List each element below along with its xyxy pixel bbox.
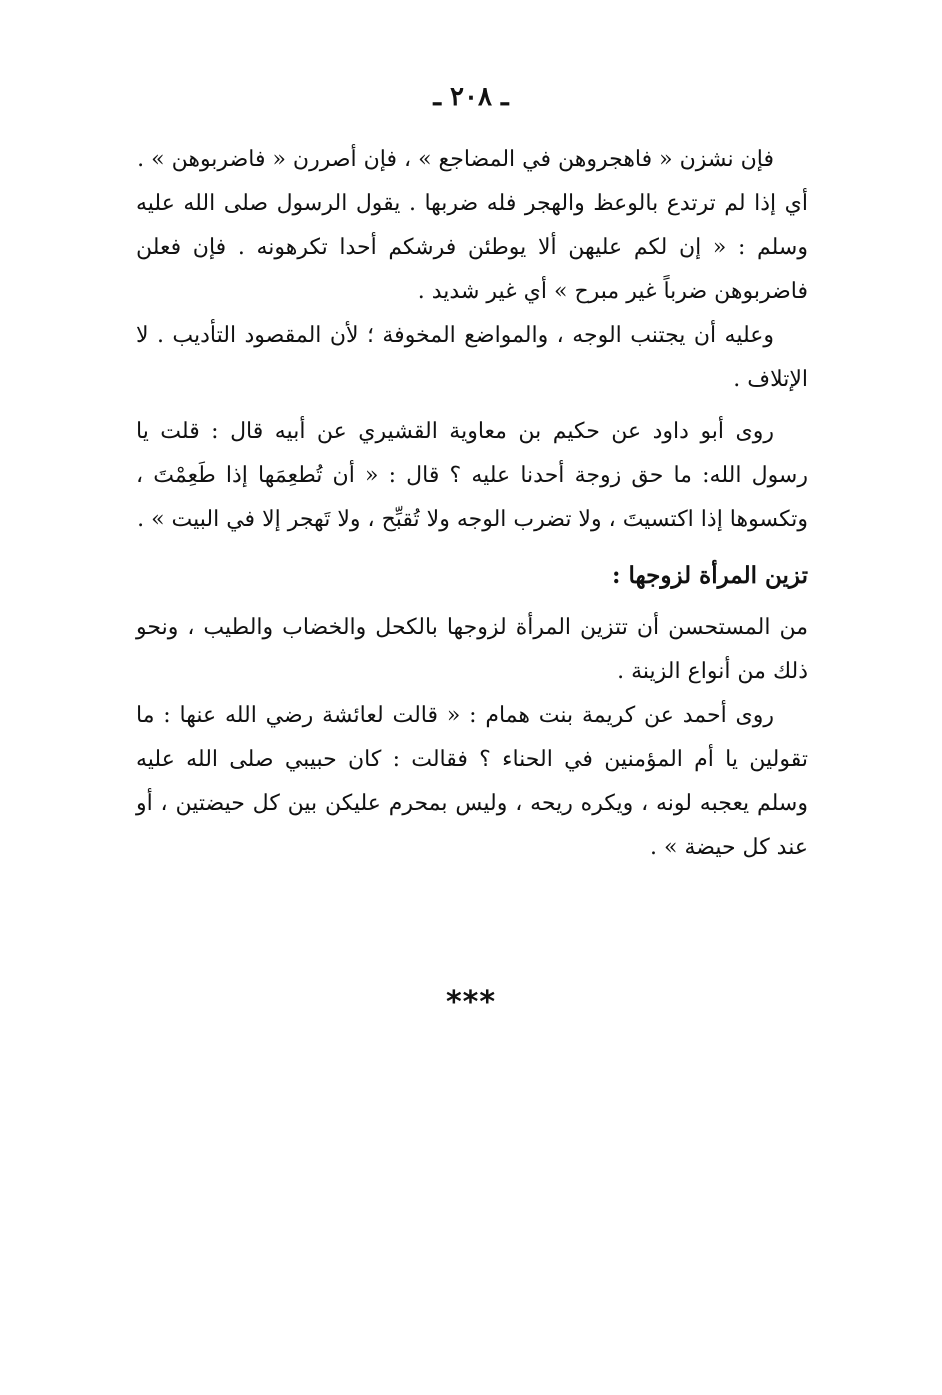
- page-body: [136, 138, 808, 870]
- paragraph-abu-dawud: روى أبو داود عن حكيم بن معاوية القشيري عن أبيه قال : قلت يا رسول الله: ما حق زوجة أحدنا عليه ؟ قال : « أن تُطعِمَها إذا طَعِمْتَ ، وتكسوها إذا اكتسيتَ ، ولا تضرب الوجه ولا تُقبِّح ، ولا تَهجر إلا في البيت » .: [136, 419, 808, 532]
- paragraph-adornment: من المستحسن أن تتزين المرأة لزوجها بالكحل والخضاب والطيب ، ونحو ذلك من أنواع الزينة .: [136, 615, 808, 684]
- paragraph-avoid-face: وعليه أن يجتنب الوجه ، والمواضع المخوفة ؛ لأن المقصود التأديب . لا الإتلاف .: [136, 323, 808, 392]
- section-separator: ***: [445, 985, 497, 1020]
- paragraph-hadith-beating: أي إذا لم ترتدع بالوعظ والهجر فله ضربها . يقول الرسول صلى الله عليه وسلم : « إن لكم عليهن ألا يوطئن فرشكم أحدا تكرهونه . فإن فعلن فاضربوهن ضرباً غير مبرح » أي غير شديد .: [136, 191, 808, 304]
- paragraph-ahmad-hadith: روى أحمد عن كريمة بنت همام : « قالت لعائشة رضي الله عنها : ما تقولين يا أم المؤمنين في الحناء ؟ فقالت : كان حبيبي صلى الله عليه وسلم يعجبه لونه ، ويكره ريحه ، وليس بمحرم عليكن بين كل حيضتين ، أو عند كل حيضة » .: [136, 703, 808, 860]
- section-heading: تزين المرأة لزوجها :: [612, 562, 808, 589]
- page-number: ـ ٢٠٨ ـ: [433, 82, 509, 112]
- paragraph-nushuz: فإن نشزن « فاهجروهن في المضاجع » ، فإن أصررن « فاضربوهن » .: [137, 147, 774, 172]
